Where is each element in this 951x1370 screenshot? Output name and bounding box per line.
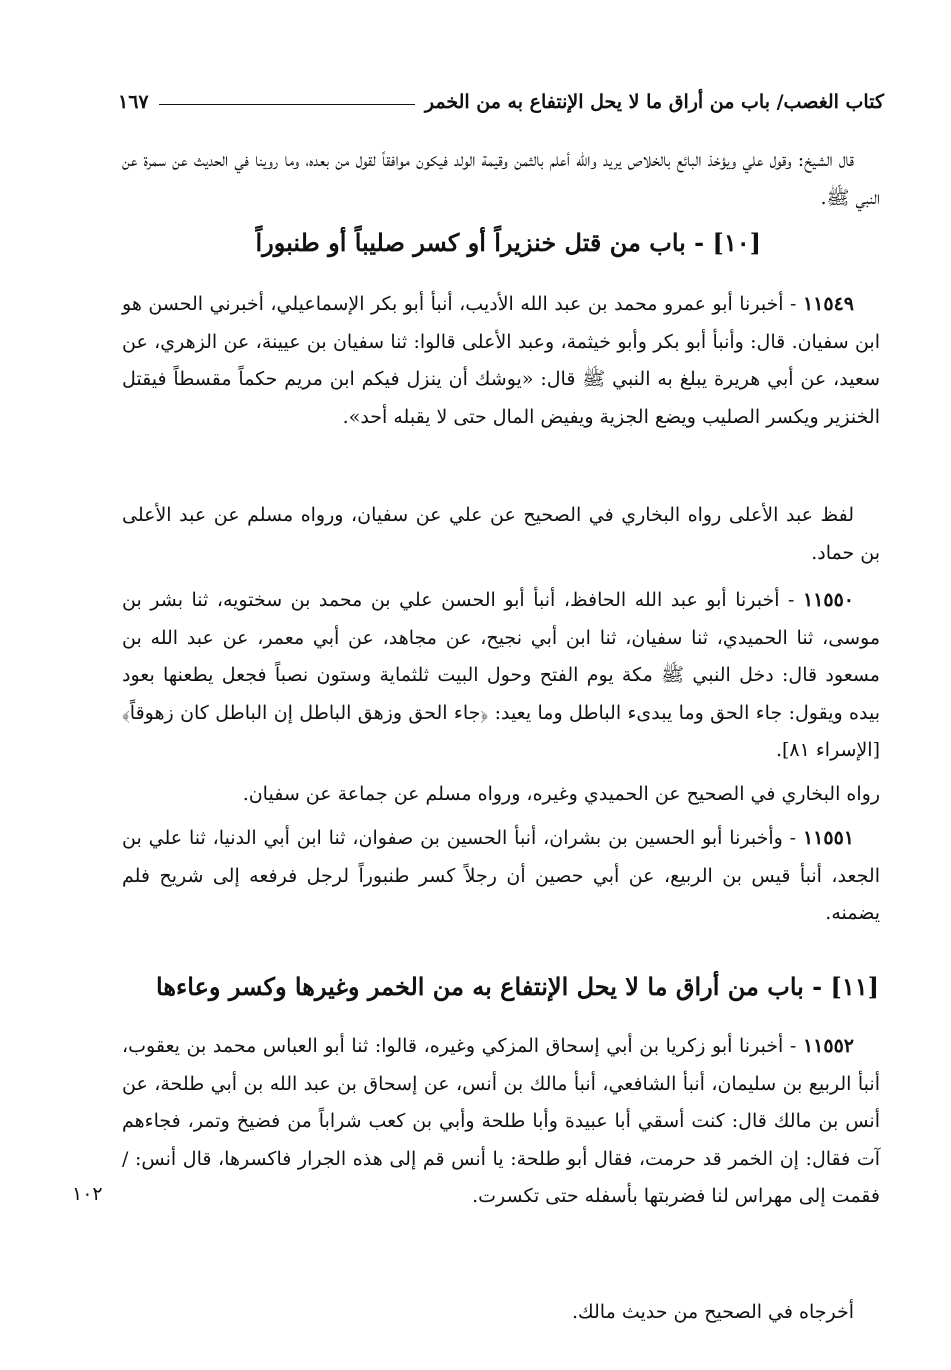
hadith-11552 [122,1028,880,1216]
note-11550 [122,776,880,814]
hadith-text: - أخبرنا أبو عبد الله الحافظ، أنبأ أبو الحسن علي بن محمد بن سختويه، ثنا بشر بن موسى، ثنا الحميدي، ثنا سفيان، ثنا ابن أبي نجيح، عن مجاهد، عن أبي معمر، عن عبد الله بن مسعود قال: دخل النبي ﷺ مكة يوم الفتح وحول البيت ثلثماية وستون نصباً فجعل يطعنها بعود بيده ويقول: جاء الحق وما يبدىء الباطل وما يعيد: ﴿جاء الحق وزهق الباطل إن الباطل كان زهوقاً﴾ [الإسراء ٨١]. [122,589,880,761]
hadith-number: ١١٥٥١ [802,827,854,849]
hadith-text: - أخبرنا أبو عمرو محمد بن عبد الله الأديب، أنبأ أبو بكر الإسماعيلي، أخبرني الحسن هو ابن سفيان. قال: وأنبأ أبو بكر وأبو خيثمة، وعبد الأعلى قالوا: ثنا سفيان بن عيينة، عن الزهري، عن سعيد، عن أبي هريرة يبلغ به النبي ﷺ قال: «يوشك أن ينزل فيكم ابن مريم حكماً مقسطاً فيقتل الخنزير ويكسر الصليب ويضع الجزية ويفيض المال حتى لا يقبله أحد». [122,293,880,428]
note-text: لفظ عبد الأعلى رواه البخاري في الصحيح عن علي عن سفيان، ورواه مسلم عن عبد الأعلى بن حماد. [122,504,880,564]
intro-paragraph [122,142,880,217]
section-10-heading: [١٠] - باب من قتل خنزيراً أو كسر صليباً أو طنبوراً [255,228,761,257]
note-text: أخرجاه في الصحيح من حديث مالك. [571,1301,854,1323]
hadith-text: - أخبرنا أبو زكريا بن أبي إسحاق المزكي وغيره، قالوا: ثنا أبو العباس محمد بن يعقوب، أنبأ الربيع بن سليمان، أنبأ الشافعي، أنبأ مالك بن أنس، عن إسحاق بن عبد الله بن أبي طلحة، عن أنس بن مالك قال: كنت أسقي أبا عبيدة وأبا طلحة وأبي بن كعب شراباً من فضيخ وتمر، فجاءهم آت فقال: إن الخمر قد حرمت، فقال أبو طلحة: يا أنس قم إلى هذه الجرار فاكسرها، قال أنس: / فقمت إلى مهراس لنا فضربتها بأسفله حتى تكسرت. [122,1035,880,1207]
hadith-11551 [122,820,880,933]
note-11549 [122,497,880,572]
running-header [118,86,884,118]
header-rule [159,104,415,105]
hadith-number: ١١٥٥٢ [802,1035,854,1057]
hadith-11550 [122,582,880,770]
note-text: رواه البخاري في الصحيح عن الحميدي وغيره، ورواه مسلم عن جماعة عن سفيان. [242,783,880,805]
intro-text: قال الشيخ: وقول علي ويؤخذ البائع بالخلاص يريد والله أعلم بالثمن وقيمة الولد فيكون موافقاً لقول من بعده، وما روينا في الحديث عن سمرة عن النبي ﷺ. [122,149,880,209]
header-title: كتاب الغصب/ باب من أراق ما لا يحل الإنتفاع به من الخمر [424,91,884,113]
hadith-number: ١١٥٥٠ [802,589,854,611]
hadith-11549 [122,286,880,436]
page-number: ١٦٧ [118,91,149,113]
note-11552 [122,1294,880,1332]
margin-reference: ١٠٢ [72,1183,103,1205]
hadith-text: - وأخبرنا أبو الحسين بن بشران، أنبأ الحسين بن صفوان، ثنا ابن أبي الدنيا، ثنا علي بن الجعد، أنبأ قيس بن الربيع، عن أبي حصين أن رجلاً كسر طنبوراً لرجل فرفعه إلى شريح فلم يضمنه. [122,827,880,924]
hadith-number: ١١٥٤٩ [802,293,854,315]
section-11-heading: [١١] - باب من أراق ما لا يحل الإنتفاع به من الخمر وغيرها وكسر وعاءها [156,972,879,1001]
